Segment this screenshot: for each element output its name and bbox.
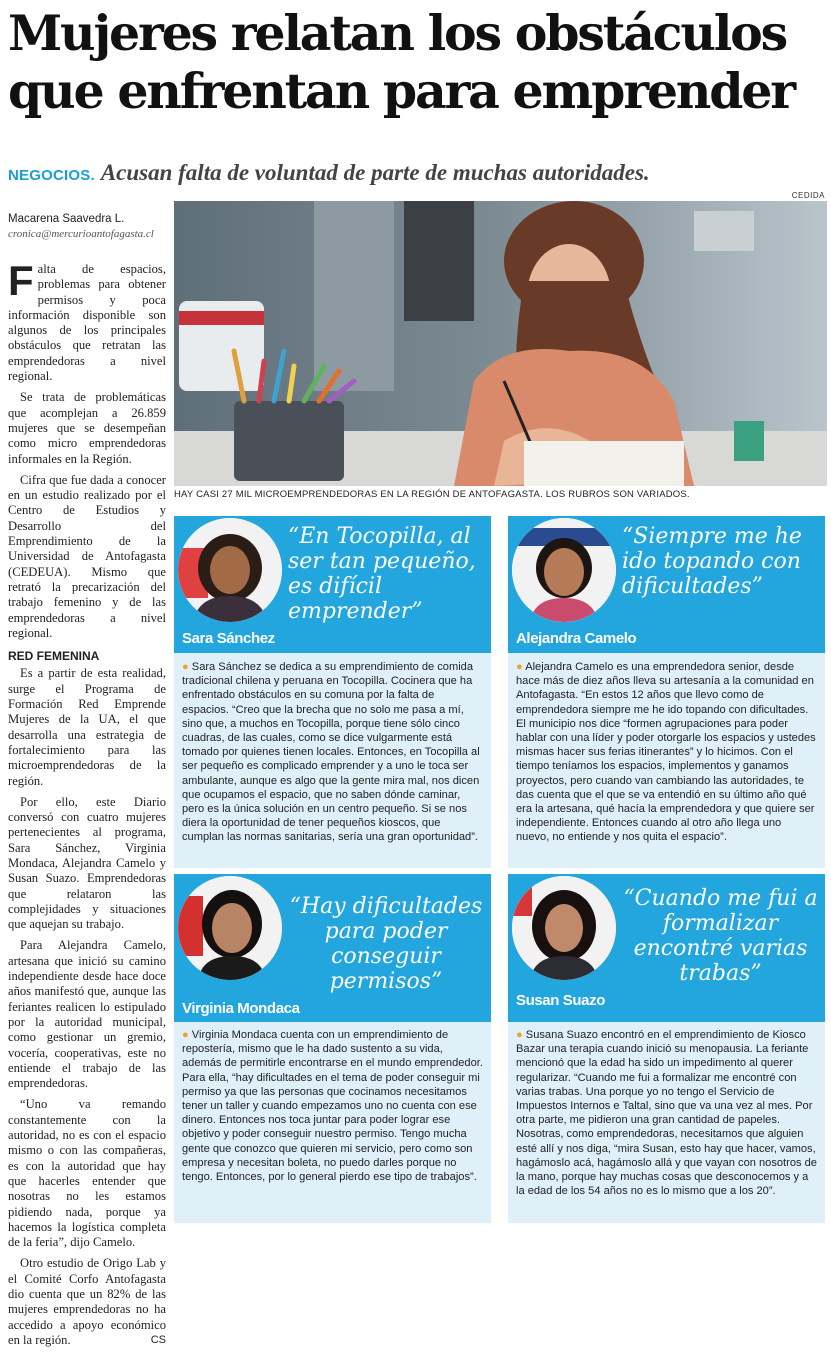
- pull-quote: “Hay dificultades para poder conseguir permisos”: [289, 894, 483, 994]
- testimonial-card-virginia: [174, 874, 491, 1223]
- article-subhead: [8, 158, 828, 191]
- section-kicker: NEGOCIOS.: [8, 167, 95, 184]
- portrait-illustration: [512, 518, 616, 622]
- interviewee-name: Virginia Mondaca: [182, 1000, 300, 1017]
- body-paragraph: Para Alejandra Camelo, artesana que inició su camino independiente desde hace doce años manifestó que, aunque las feriantes realicen lo estipulado por la autoridad municipal, como gestionar un gremio, vocería, cooperativas, este no entiende el trabajo de las emprendedoras.: [8, 938, 166, 1091]
- avatar-virginia: [178, 876, 282, 980]
- body-paragraph: Por ello, este Diario conversó con cuatro mujeres pertenecientes al programa, Sara Sánchez, Virginia Mondaca, Alejandra Camelo y Susan Suazo. Emprendedoras que relataron las complejidades y situaciones que aquejan su trabajo.: [8, 794, 166, 932]
- body-paragraph: [8, 1256, 166, 1348]
- body-paragraph: [8, 257, 166, 384]
- body-paragraph: “Uno va remando constantemente con la autoridad, no es con el espacio mismo o con las compañeras, es con la autoridad que hay que hacerles entender que nosotras no les estamos pidiendo nada, porque ya hacemos la logística completa de la feria”, dijo Camelo.: [8, 1097, 166, 1250]
- testimonial-text: [182, 660, 483, 845]
- paragraph-text: Otro estudio de Origo Lab y el Comité Corfo Antofagasta dio cuenta que un 82% de las mujeres emprendedoras no ha accedido a apoyo económico en la región.: [8, 1256, 166, 1347]
- end-mark: CS: [150, 1333, 166, 1346]
- testimonial-paragraph: Sara Sánchez se dedica a su emprendimiento de comida tradicional chilena y peruana en Tocopilla. Cocinera que ha enfrentado obstáculos en su comuna por la falta de espacios. “Creo que la brecha que no solo me pasa a mí, sino que, a muchos en Tocopilla, porque tiene sólo cinco cuadras, de las cuales, como se dice vulgarmente está tomado por quienes tienen locales. Entonces, en Tocopilla al ser pequeño es complicado emprender y a uno le toca ser ambulante, aunque es algo que la gente mira mal, nos dicen que ocupamos el espacio, que no saben dónde caminar, pero es la única solución en un centro pequeño. Si se nos diera la oportunidad de tener pequeños kioscos, que cumplan las normas sanitarias, sería una gran oportunidad”.: [182, 661, 480, 844]
- photo-credit: CEDIDA: [791, 191, 825, 200]
- pull-quote: “Cuando me fui a formalizar encontré varias trabas”: [623, 886, 818, 986]
- interviewee-name: Susan Suazo: [516, 992, 605, 1009]
- avatar-susan: [512, 876, 616, 980]
- headline-line-1: Mujeres relatan los obstáculos: [8, 4, 787, 62]
- testimonial-card-alejandra: [508, 516, 825, 868]
- bullet-icon: ●: [516, 661, 523, 673]
- paragraph-text: alta de espacios, problemas para obtener permisos y poca información disponible son algunos de los principales obstáculos que retratan las emprendedoras a nivel regional.: [8, 262, 166, 384]
- author-name: Macarena Saavedra L.: [8, 213, 125, 225]
- portrait-illustration: [178, 518, 282, 622]
- interviewee-name: Sara Sánchez: [182, 630, 275, 647]
- body-paragraph: Cifra que fue dada a conocer en un estudio realizado por el Centro de Estudios y Desarrollo del Emprendimiento de la Universidad de Antofagasta (CEDEUA). Mismo que retrató la precarización del trabajo femenino y de las emprendedoras a nivel regional.: [8, 472, 166, 640]
- testimonial-card-sara: [174, 516, 491, 868]
- avatar-sara: [178, 518, 282, 622]
- testimonial-paragraph: Alejandra Camelo es una emprendedora senior, desde hace más de diez años lleva su artesanía a la comunidad en Antofagasta. “En estos 12 años que llevo como de emprendedora siempre me he ido topando con dificultades. El municipio nos dice “formen agrupaciones para poder hablar con una líder y poder otorgarle los espacios y ustedes mismas hacer sus ferias itinerantes” y lo hicimos. Con el tiempo teníamos los espacios, implementos y ganamos proyectos, pero cuando van cambiando las autoridades, te das cuenta que el que se va entendió en su último año qué era la artesana, qué hacía la emprendedora y que quiere ser independiente. Entonces cuando al otro año llega uno nuevo, no entiende y nos quita el espacio”.: [516, 661, 816, 844]
- article-headline: [8, 4, 828, 120]
- bullet-icon: ●: [516, 1029, 523, 1041]
- pull-quote: “Siempre me he ido topando con dificultades”: [622, 524, 802, 599]
- photo-caption: HAY CASI 27 MIL MICROEMPRENDEDORAS EN LA REGIÓN DE ANTOFAGASTA. LOS RUBROS SON VARIADOS.: [174, 489, 690, 500]
- testimonial-text: [182, 1028, 483, 1184]
- byline: [8, 213, 173, 240]
- section-subhead: RED FEMENINA: [8, 649, 100, 664]
- testimonial-paragraph: Susana Suazo encontró en el emprendimiento de Kiosco Bazar una terapia cuando inició su menopausia. La feriante mencionó que la edad ha sido un impedimento al querer regularizar. “Cuando me fui a formalizar me encontré con varias trabas. Una porque yo no tengo el Servicio de Impuestos Internos e Taltal, sino que va una vez al mes. Por otra parte, me pidieron una gran cantidad de papeles. Nosotras, como emprendedoras, necesitamos que alguien esté allí y nos diga, “mira Susan, esto hay que hacer, vamos, hagámoslo acá, hagámoslo allá y que vayan con nosotros de la mano, porque hay muchas cosas que desconocemos y a la edad de los 54 años no es lo mismo que a los 20”.: [516, 1029, 817, 1198]
- testimonial-text: [516, 1028, 817, 1198]
- testimonial-card-susan: [508, 874, 825, 1223]
- article-deck: Acusan falta de voluntad de parte de muchas autoridades.: [100, 160, 650, 185]
- portrait-illustration: [512, 876, 616, 980]
- interviewee-name: Alejandra Camelo: [516, 630, 637, 647]
- portrait-illustration: [178, 876, 282, 980]
- avatar-alejandra: [512, 518, 616, 622]
- body-paragraph: Es a partir de esta realidad, surge el Programa de Formación Red Emprende Mujeres de la UA, el que desarrolla una estrategia de fortalecimiento para las microemprendedoras de la región.: [8, 666, 166, 788]
- drop-cap: F: [8, 257, 34, 304]
- article-body-column: [8, 257, 166, 1354]
- testimonial-text: [516, 660, 817, 845]
- author-email: cronica@mercurioantofagasta.cl: [8, 228, 154, 240]
- pull-quote: “En Tocopilla, al ser tan pequeño, es difícil emprender”: [288, 524, 476, 624]
- testimonial-paragraph: Virginia Mondaca cuenta con un emprendimiento de repostería, mismo que le ha dado sustento a su vida, además de permitirle encontrarse en el mundo emprendedor. Para ella, “hay dificultades en el tema de poder conseguir mi permiso ya que las personas que cocinamos necesitamos tener un taller y cuando empezamos uno no cuenta con ese dinero. Entonces nos toca juntar para poder lograr ese objetivo y poder conseguir nuestro permiso. Tengo mucha gente que conozco que quieren mi servicio, pero como son empresa y necesitan boleta, no puedo darles porque no tengo. Entonces, por lo general pierdo ese tipo de trabajos”.: [182, 1029, 483, 1184]
- bullet-icon: ●: [182, 661, 189, 673]
- headline-line-2: que enfrentan para emprender: [8, 62, 794, 120]
- main-photo: [174, 201, 827, 486]
- artisan-painting-illustration: [174, 201, 827, 486]
- bullet-icon: ●: [182, 1029, 189, 1041]
- body-paragraph: Se trata de problemáticas que acomplejan a 26.859 mujeres que se desempeñan como micro emprendedoras informales en la Región.: [8, 390, 166, 466]
